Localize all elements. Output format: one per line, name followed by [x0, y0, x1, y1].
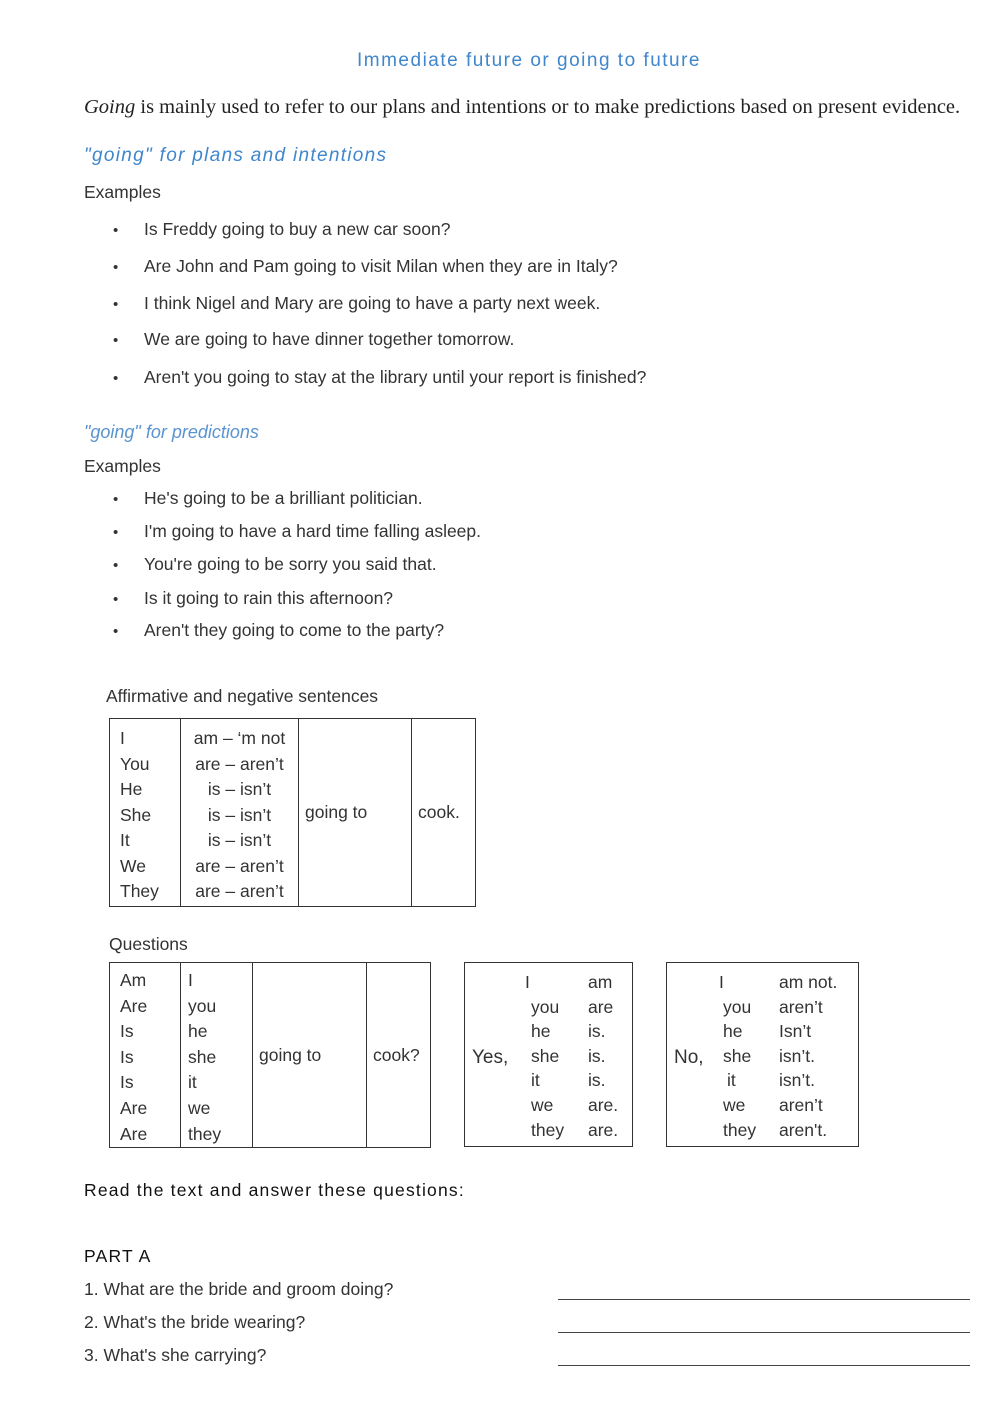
bullet-icon: • — [113, 222, 119, 239]
answer-line[interactable] — [558, 1332, 970, 1333]
part-heading: PART A — [84, 1246, 152, 1266]
bullet-icon: • — [113, 623, 119, 640]
bullet-icon: • — [113, 296, 119, 313]
list-item: • He's going to be a brilliant politician. — [113, 488, 423, 508]
bullet-icon: • — [113, 524, 119, 541]
no-pronoun-column: I you he she it we they — [719, 972, 757, 1140]
no-answers-box — [666, 962, 859, 1147]
questions-table — [109, 962, 431, 1148]
list-item: • Are John and Pam going to visit Milan when they are in Italy? — [113, 256, 618, 276]
list-item: • Is Freddy going to buy a new car soon? — [113, 219, 451, 239]
predictions-examples-label: Examples — [84, 456, 161, 476]
bullet-icon: • — [113, 370, 119, 387]
affirmative-table — [109, 718, 476, 907]
question-text: 2. What's the bride wearing? — [84, 1312, 306, 1332]
page-title: Immediate future or going to future — [357, 50, 701, 71]
yes-pronoun-column: I you he she it we they — [525, 972, 565, 1140]
list-item: • We are going to have dinner together tomorrow. — [113, 329, 515, 349]
affirmative-caption: Affirmative and negative sentences — [106, 686, 379, 706]
predictions-heading: "going" for predictions — [84, 422, 259, 442]
list-item: • You're going to be sorry you said that. — [113, 554, 437, 574]
yes-label: Yes, — [472, 1047, 509, 1068]
main-verb-cell: cook. — [412, 719, 476, 907]
yes-verb-column: am are is. is. is. are. are. — [588, 972, 619, 1140]
list-item: • Is it going to rain this afternoon? — [113, 588, 394, 608]
yes-answers-box — [464, 962, 633, 1147]
no-verb-column: am not. aren’t Isn’t isn’t. isn’t. aren’t aren't. — [779, 972, 838, 1140]
intro-paragraph — [84, 96, 960, 119]
bullet-icon: • — [113, 259, 119, 276]
reading-instruction: Read the text and answer these questions: — [84, 1180, 465, 1200]
auxiliary-column: Am Are Is Is Is Are Are — [110, 963, 181, 1148]
plans-examples-label: Examples — [84, 182, 161, 202]
answer-line[interactable] — [558, 1365, 970, 1366]
intro-lead-word: Going — [84, 96, 136, 118]
pronoun-column: I You He She It We They — [110, 719, 181, 907]
list-item: • Aren't you going to stay at the library until your report is finished? — [113, 367, 647, 387]
bullet-icon: • — [113, 332, 119, 349]
no-label: No, — [674, 1047, 704, 1068]
question-going-to-cell: going to — [253, 963, 367, 1148]
list-item: • I think Nigel and Mary are going to have a party next week. — [113, 293, 601, 313]
plans-heading: "going" for plans and intentions — [84, 145, 388, 166]
bullet-icon: • — [113, 491, 119, 508]
bullet-icon: • — [113, 557, 119, 574]
answer-line[interactable] — [558, 1299, 970, 1300]
verb-column: am – ‘m not are – aren’t is – isn’t is – isn’t is – isn’t are – aren’t are – aren’t — [181, 719, 299, 907]
list-item: • I'm going to have a hard time falling asleep. — [113, 521, 482, 541]
question-pronoun-column: I you he she it we they — [181, 963, 253, 1148]
intro-rest: is mainly used to refer to our plans and intentions or to make predictions based on present evidence. — [135, 96, 961, 118]
going-to-cell: going to — [299, 719, 412, 907]
question-verb-cell: cook? — [367, 963, 431, 1148]
bullet-icon: • — [113, 591, 119, 608]
list-item: • Aren't they going to come to the party? — [113, 620, 445, 640]
questions-caption: Questions — [109, 934, 188, 954]
question-text: 3. What's she carrying? — [84, 1345, 267, 1365]
question-text: 1. What are the bride and groom doing? — [84, 1279, 394, 1299]
